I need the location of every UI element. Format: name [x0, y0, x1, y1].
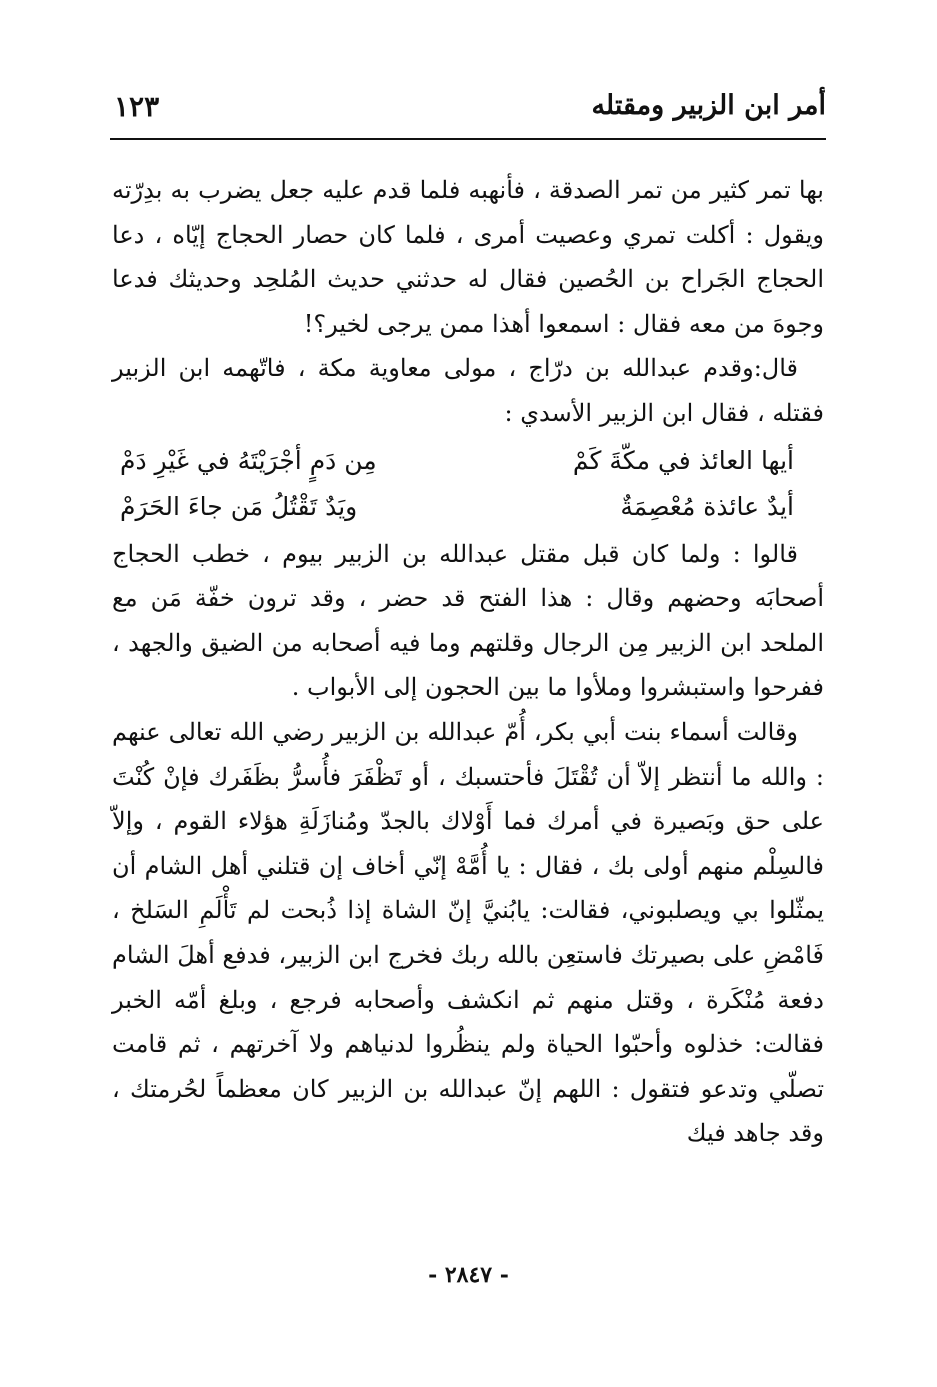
paragraph: قالوا : ولما كان قبل مقتل عبدالله بن الزبير بيوم ، خطب الحجاج أصحابَه وحضهم وقال : هذا الفتح قد حضر ، وقد ترون خفّة مَن مع الملحد ابن الزبير مِن الرجال وقلتهم وما فيه أصحابه من الضيق والجهد ، ففرحوا واستبشروا وملأوا ما بين الحجون إلى الأبواب . [112, 539, 824, 702]
verse-second-hemistich: ويَدٌ تَقْتُلُ مَن جاءَ الحَرَمْ [120, 491, 358, 521]
verse-first-hemistich: أيها العائذ في مكّةَ كَمْ [572, 445, 794, 475]
poem-verse [112, 484, 824, 530]
paragraph: وقالت أسماء بنت أبي بكر، أُمّ عبدالله بن الزبير رضي الله تعالى عنهم : والله ما أنتظر إلاّ أن تُقْتَلَ فأحتسبك ، أو تَظْفَرَ فأُسرُّ بظَفَرك فإنْ كُنْتَ على حق وبَصيرة في أمرك فما أَوْلاك بالجدّ ومُنازَلَةِ هؤلاء القوم ، وإلاّ فالسِلْم منهم أولى بك ، فقال : يا أُمَّهْ إنّي أخاف إن قتلني أهل الشام أن يمثّلوا بي ويصلبوني، فقالت: يابُنيَّ إنّ الشاة إذا ذُبحت لم تَأْلَمِ السَلخ ، فَامْضِ على بصيرتك فاستعِن بالله ربك فخرج ابن الزبير، فدفع أهلَ الشام دفعة مُنْكَرة ، وقتل منهم ثم انكشف وأصحابه فرجع ، وبلغ أمّه الخبر فقالت: خذلوه وأحبّوا الحياة ولم ينظُروا لدنياهم ولا آخرتهم ، ثم قامت تصلّي وتدعو فتقول : اللهم إنّ عبدالله بن الزبير كان معظماً لحُرمتك ، وقد جاهد فيك [112, 717, 824, 1148]
paragraph: قال:وقدم عبدالله بن درّاج ، مولى معاوية مكة ، فاتّهمه ابن الزبير فقتله ، فقال ابن الزبير الأسدي : [112, 354, 824, 427]
paragraph: بها تمر كثير من تمر الصدقة ، فأنهبه فلما قدم عليه جعل يضرب به بدِرّته ويقول : أكلت تمري وعصيت أمرى ، فلما كان حصار الحجاج إيّاه ، دعا الحجاج الجَراح بن الحُصين فقال له حدثني حديث المُلحِد وحديثك فدعا وجوهَ من معه فقال : اسمعوا أهذا ممن يرجى لخير؟! [112, 176, 824, 338]
body-text [112, 168, 824, 1156]
verse-second-hemistich: مِن دَمٍ أجْرَيْتَهُ في غَيْرِ دَمْ [120, 445, 377, 475]
poem [112, 438, 824, 530]
page-footer-number: - ٢٨٤٧ - [428, 1262, 509, 1288]
page-header [110, 88, 826, 134]
poem-verse [112, 438, 824, 484]
header-divider [110, 138, 826, 140]
page-number: ١٢٣ [114, 90, 160, 123]
verse-first-hemistich: أيدٌ عائذة مُعْصِمَةٌ [620, 491, 794, 521]
running-title: أمر ابن الزبير ومقتله [591, 90, 826, 121]
